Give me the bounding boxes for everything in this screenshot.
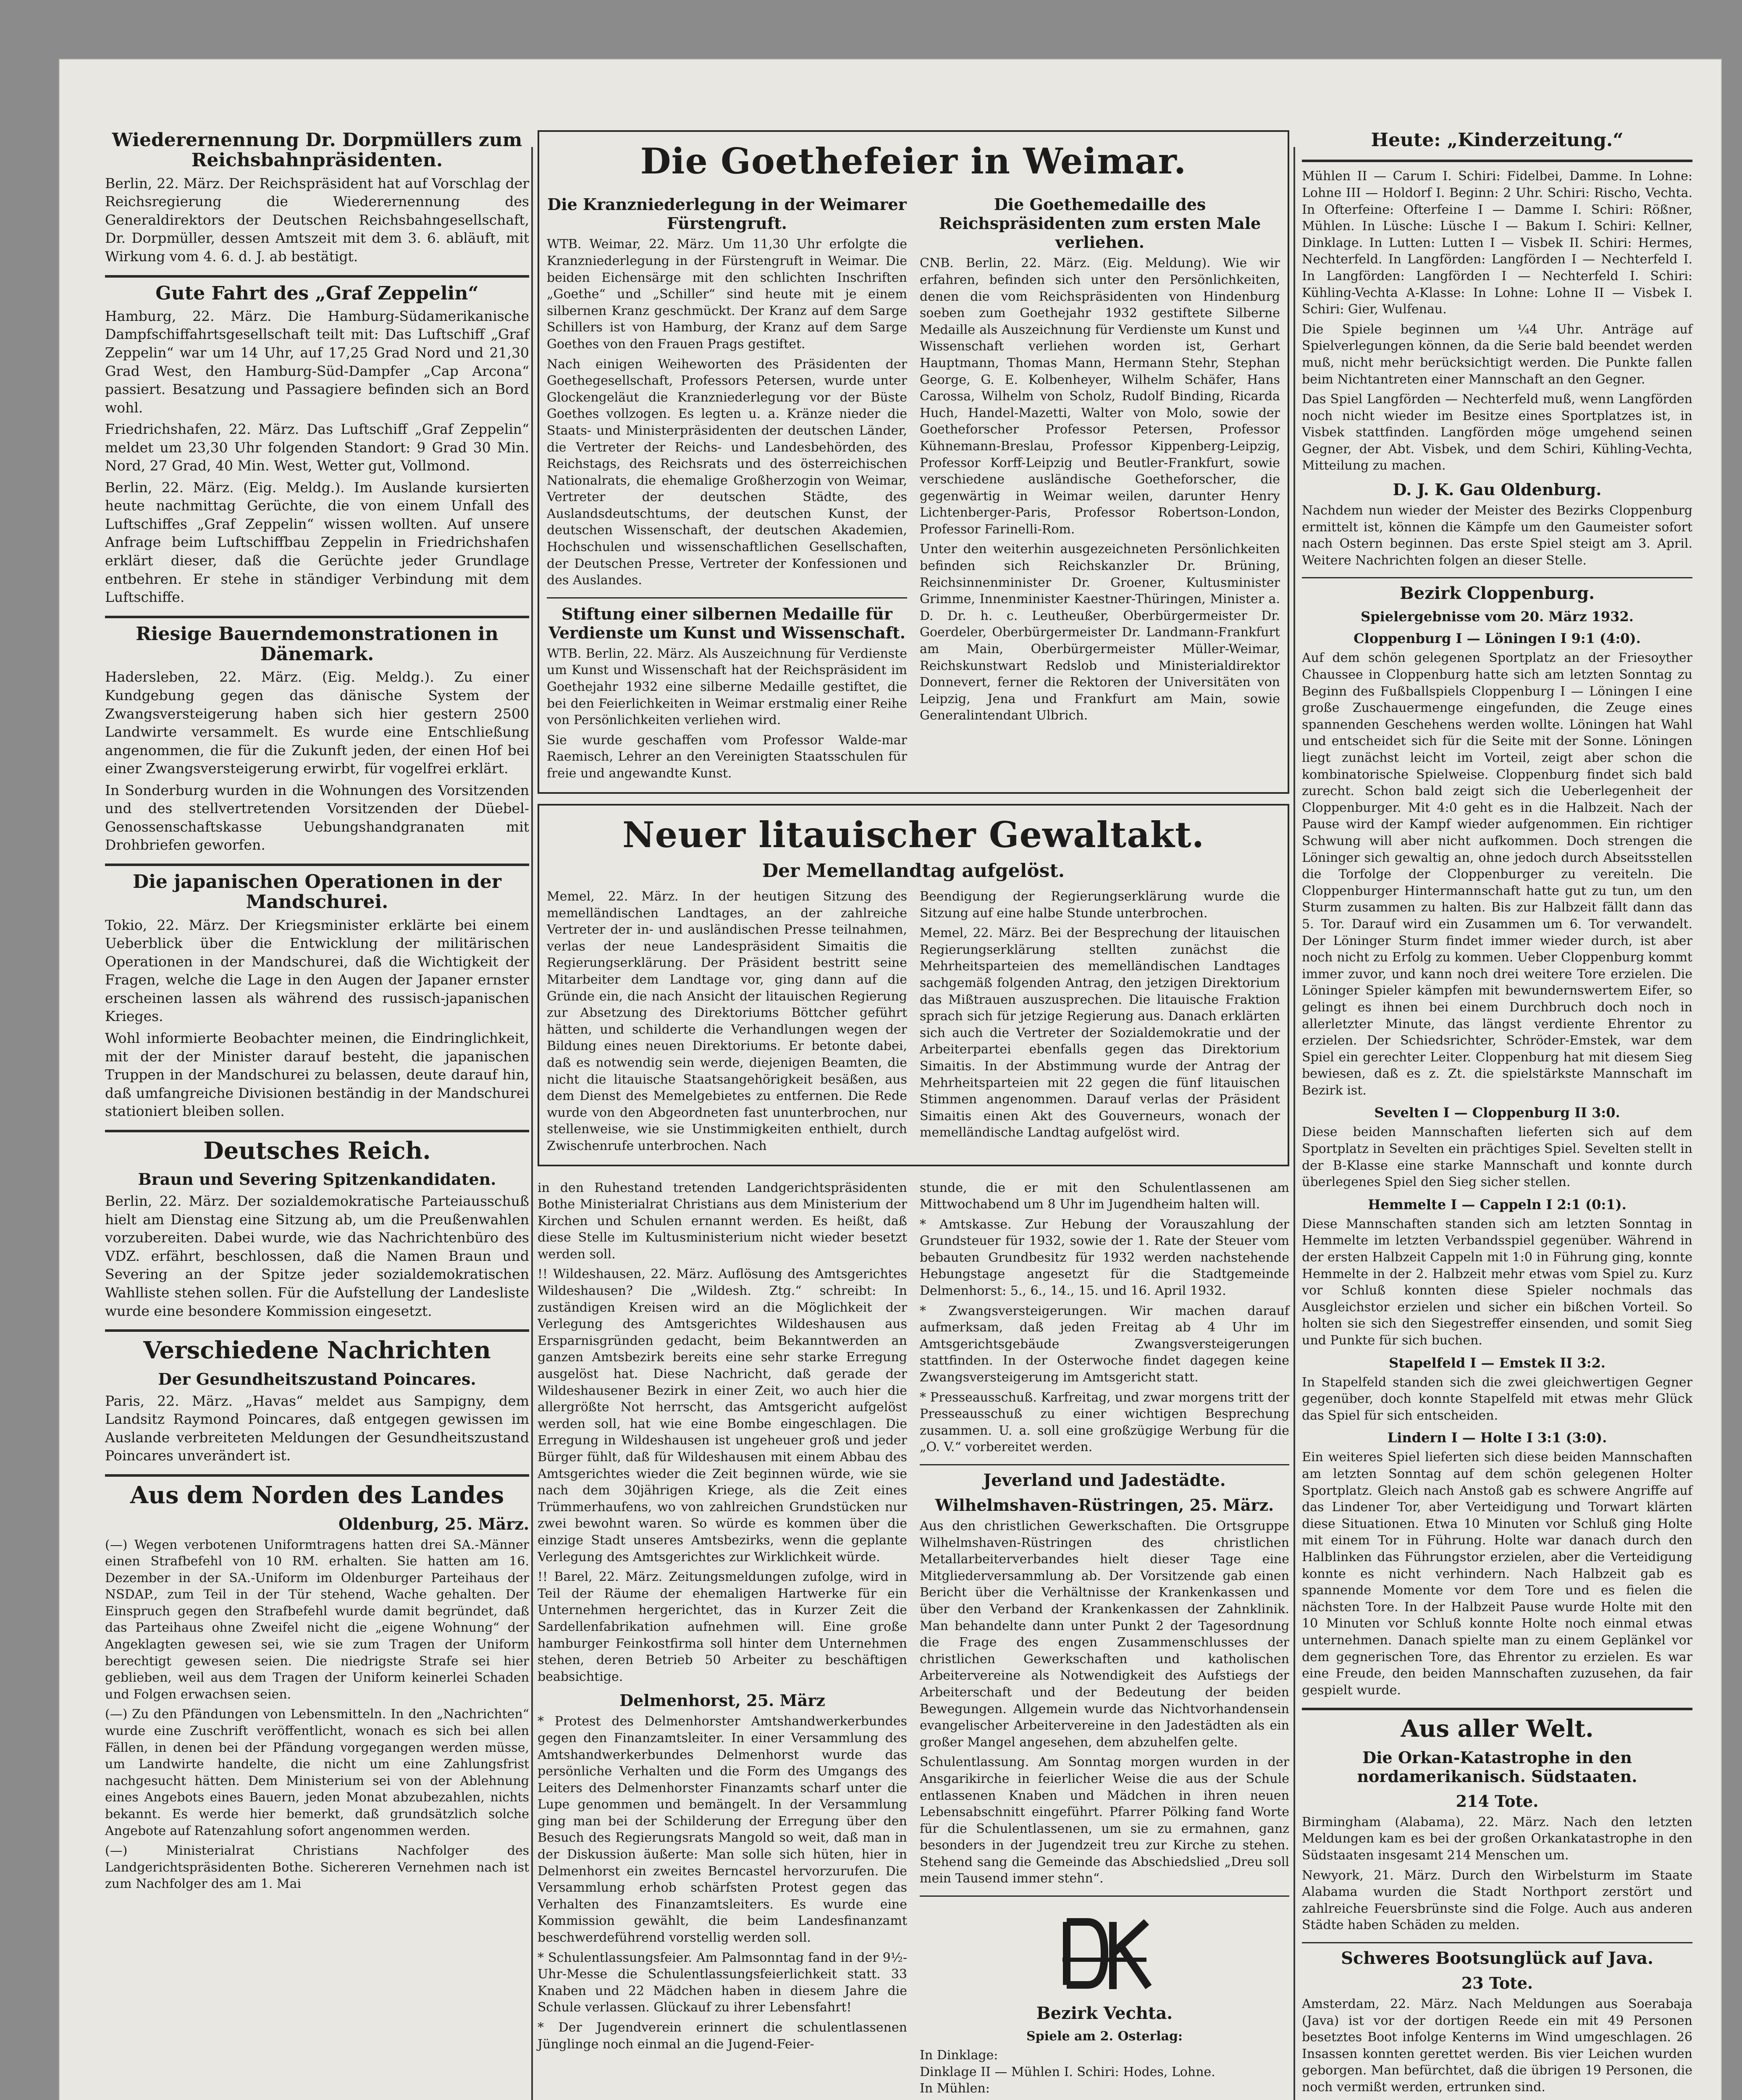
article-text: Das Spiel Langförden — Nechterfeld muß, wenn Langförden noch nicht wieder im Besitze eines Sportplatzes ist, in Visbek stattfinden. Langförden möge umgehend seinen Gegner, der Abt. Visbek, und dem Schiri, Kühling-Vechta, Mitteilung zu machen.: [1302, 392, 1692, 473]
signature: D. J. K. Gau Oldenburg.: [1393, 480, 1602, 499]
subheadline: Stiftung einer silbernen Medaille für Verdienste um Kunst und Wissenschaft.: [548, 604, 906, 642]
article-text: Birmingham (Alabama), 22. März. Nach den letzten Meldungen kam es bei der großen Orkankatastrophe in den Südstaaten insgesamt 214 Menschen um.: [1302, 1814, 1692, 1863]
goethe-columns: [547, 189, 1280, 782]
article-text: (—) Wegen verbotenen Uniformtragens hatten drei SA.-Männer einen Strafbefehl von 10 RM. erhalten. Sie hatten am 16. Dezember in der SA.-Uniform im Oldenburger Parteihaus der NSDAP., zum Teil in der Tür stehend, Wache gehalten. Der Einspruch gegen den Strafbefehl wurde damit begründet, daß das Parteihaus ohne Zweifel nicht die „eigene Wohnung“ der Angeklagten gewesen sei, wie sie zum Tragen der Uniform berechtigt gewesen seien. Die niedrigste Strafe sei hier geblieben, weil aus dem Tragen der Uniform keinerlei Schaden und Folgen erwachsen seien.: [105, 1537, 529, 1702]
article-text: * Presseausschuß. Karfreitag, und zwar morgens tritt der Presseausschuß zu einer wichtigen Besprechung zusammen. U. a. soll eine großzügige Werbung für die „O. V.“ vorbereitet werden.: [920, 1390, 1289, 1455]
djk-line: Dinklage II — Mühlen I. Schiri: Hodes, Lohne.: [920, 2064, 1215, 2079]
djk-line: In Dinklage:: [920, 2048, 998, 2063]
column-divider-right: [1293, 147, 1295, 2100]
subheadline: Der Gesundheitszustand Poincares.: [158, 1369, 476, 1389]
djk-title: Bezirk Vechta.: [1036, 2003, 1173, 2024]
divider: [920, 1464, 1289, 1465]
article-text: Unter den weiterhin ausgezeichneten Persönlichkeiten befinden sich Reichskanzler Dr. Brüning, Reichsinnenminister Dr. Groener, Kultusminister Grimme, Innenminister Kaestner-Thüringen, Minister a. D. Dr. h. c. Leutheußer, Oberbürgermeister Dr. Goerdeler, Oberbürgermeister Dr. Landmann-Frankfurt am Main, Oberbürgermeister Müller-Weimar, Reichskunstwart Redslob und Ministerialdirektor Donnevert, ferner die Rektoren der Universitäten von Leipzig, Jena und Frankfurt am Main, sowie Generalintendant Ulbrich.: [920, 542, 1280, 723]
article-text: Aus den christlichen Gewerkschaften. Die Ortsgruppe Wilhelmshaven-Rüstringen des christlichen Metallarbeiterverbandes hielt dieser Tage eine Mitgliederversammlung ab. Der Vorsitzende gab einen Bericht über die Verhältnisse der Krankenkassen und über den Verband der Krankenkassen der Zahnklinik. Man behandelte dann unter Punkt 2 der Tagesordnung die Frage des engen Zusammenschlusses der christlichen Gewerkschaften und katholischen Arbeitervereine als Notwendigkeit des Aufstiegs der Arbeiterschaft und der Bedeutung der beiden Bewegungen. Allgemein wurde das Nichtvorhandensein evangelischer Arbeitervereine in den Jadestädten als ein großer Mangel angesehen, dem abzuhelfen gelte.: [920, 1519, 1289, 1750]
article-text: Newyork, 21. März. Durch den Wirbelsturm im Staate Alabama wurden die Stadt Northport zerstört und zahlreiche Feuersbrünste sind die Folge. Auch aus anderen Städte haben Schäden zu melden.: [1302, 1868, 1692, 1933]
divider: [920, 1895, 1289, 1897]
article-text: Berlin, 22. März. (Eig. Meldg.). Im Auslande kursierten heute nachmittag Gerüchte, die von einem Unfall des Luftschiffes „Graf Zeppelin“ wissen wollten. Auf unsere Anfrage beim Luftschiffbau Zeppelin in Friedrichshafen erklärt dieser, daß die Gerüchte jeder Grundlage entbehren. Er stehe in ständiger Verbindung mit dem Luftschiffe.: [105, 479, 529, 606]
article-text: Diese beiden Mannschaften lieferten sich auf dem Sportplatz in Sevelten ein prächtiges Spiel. Sevelten stellt in der B-Klasse eine starke Mannschaft und konnte durch überlegenes Spiel den Sieg sicher stellen.: [1302, 1125, 1692, 1190]
divider: [105, 275, 529, 278]
dateline: Delmenhorst, 25. März: [619, 1691, 825, 1710]
article-text: Paris, 22. März. „Havas“ meldet aus Sampigny, dem Landsitz Raymond Poincares, daß entgegen gewissen im Auslande verbreiteten Meldungen der Gesundheitszustand Poincares unverändert ist.: [105, 1392, 529, 1464]
article-text: Hadersleben, 22. März. (Eig. Meldg.). Zu einer Kundgebung gegen das dänische System der Zwangsversteigerung haben sich hier gestern 2500 Landwirte versammelt. Es wurde eine Entschließung angenommen, die für die Zukunft jeden, der einen Hof bei einer Zwangsversteigerung erwirbt, für vogelfrei erklärt.: [105, 669, 529, 777]
article-text: Friedrichshafen, 22. März. Das Luftschiff „Graf Zeppelin“ meldet um 23,30 Uhr folgenden Standort: 9 Grad 30 Min. Nord, 27 Grad, 40 Min. West, Wetter gut, Vollmond.: [105, 421, 529, 474]
local-col-left: [538, 1176, 907, 2097]
article-text: Nachdem nun wieder der Meister des Bezirks Cloppenburg ermittelt ist, können die Kämpfe um den Gaumeister sofort nach Ostern beginnen. Das erste Spiel steigt am 3. April. Weitere Nachrichten folgen an dieser Stelle.: [1302, 503, 1692, 568]
section-headline: Jeverland und Jadestädte.: [983, 1470, 1226, 1490]
djk-logo: [1050, 1914, 1159, 1998]
article-text: Amsterdam, 22. März. Nach Meldungen aus Soerabaja (Java) ist vor der dortigen Reede ein mit 49 Personen besetztes Boot infolge Kenterns im Wind umgeschlagen. 26 Insassen konnten gerettet werden. Bis vier Leichen wurden geborgen. Man befürchtet, daß die übrigen 19 Personen, die noch vermißt werden, ertrunken sind.: [1302, 1997, 1692, 2095]
article-mandschurei: [105, 872, 529, 1121]
match-result: Hemmelte I — Cappeln I 2:1 (0:1).: [1368, 1196, 1627, 1213]
article-text: Memel, 22. März. Bei der Besprechung der litauischen Regierungserklärung stellten zunächst die Mehrheitsparteien des memelländischen Landtages sachgemäß folgenden Antrag, den jetzigen Direktorium das Mißtrauen auszusprechen. Die litauische Fraktion sprach sich für jetzige Regierung aus. Danach erklärten sich auch die Vertreter der Sozialdemokratie und der Arbeiterpartei ebenfalls gegen das Direktorium Simaitis. In der Abstimmung wurde der Antrag der Mehrheitsparteien mit 22 gegen die fünf litauischen Stimmen angenommen. Darauf verlas der Präsident Simaitis einen Akt des Gouverneurs, wonach der memelländische Landtag aufgelöst wird.: [920, 926, 1280, 1140]
article-text: Die Spiele beginnen um ¼4 Uhr. Anträge auf Spielverlegungen können, da die Serie bald beendet werden muß, nicht mehr berücksichtigt werden. Die Punkte fallen beim Nichtantreten einer Mannschaft an den Gegner.: [1302, 322, 1692, 387]
article-text: Tokio, 22. März. Der Kriegsminister erklärte bei einem Ueberblick über die Entwicklung der militärischen Operationen in der Mandschurei, daß die Wichtigkeit der Fragen, welche die Lage in den Augen der Japaner ernster erscheinen lassen als während des russisch-japanischen Krieges.: [105, 916, 529, 1025]
match-result: Lindern I — Holte I 3:1 (3:0).: [1387, 1430, 1607, 1446]
divider: [105, 1130, 529, 1132]
local-news: [538, 1176, 1289, 2097]
match-result: Cloppenburg I — Löningen I 9:1 (4:0).: [1354, 630, 1641, 647]
article-text: Sie wurde geschaffen vom Professor Walde-mar Raemisch, Lehrer an den Vereinigten Staatsschulen für freie und angewandte Kunst.: [547, 732, 907, 781]
article-text: Auf dem schön gelegenen Sportplatz an der Friesoyther Chaussee in Cloppenburg hatte sich am letzten Sonntag zu Beginn des Fußballspiels Cloppenburg I — Löningen I eine große Zuschauermenge eingefunden, die Zeuge eines spannenden Geschehens werden wollte. Löningen hat Wahl und entscheidet sich für die Seite mit der Sonne. Löningen liegt zunächst leicht im Vorteil, zeigt aber schon die kombinatorische Spielweise. Cloppenburg findet sich bald zurecht. Schon bald zeigt sich die Ueberlegenheit der Cloppenburger. Mit 4:0 geht es in die Halbzeit. Nach der Pause wird der Kampf wieder aufgenommen. Ein richtiger Schwung will aber nicht aufkommen. Doch strengen die Löninger sich gewaltig an, ohne jedoch durch Abseitsstellen die Torfolge der Cloppenburger zu vereiteln. Die Cloppenburger Hintermannschaft hatte gut zu tun, um den Sturm zusammen zu halten. Bis zur Halbzeit fällt dann das 5. Tor. Darauf wird ein Zusammen um 6. Tor verwandelt. Der Löninger Sturm findet immer wieder durch, ist aber noch nicht zu Erfolg zu kommen. Ueber Cloppenburg kommt immer zuvor, und kann noch drei weitere Tore erzielen. Die Löninger Spieler kämpfen mit bewundernswertem Eifer, so gelingt es ihnen bei einem Durchbruch doch noch in allerletzter Minute, das längst verdiente Ehrentor zu erzielen. Der Schiedsrichter, Schröder-Emstek, war dem Spiel ein gerechter Leiter. Cloppenburg hat mit diesem Sieg bewiesen, daß es z. Zt. die spielstärkste Mannschaft im Bezirk ist.: [1302, 651, 1692, 1098]
divider: [547, 597, 907, 598]
djk-subtitle: Spiele am 2. Osterlag:: [1026, 2029, 1183, 2044]
article-text: * Protest des Delmenhorster Amtshandwerkerbundes gegen den Finanzamtsleiter. In einer Versammlung des Amtshandwerkerbundes Delmenhorst wurde das persönliche Verhalten und die Form des Umgangs des Leiters des Delmenhorster Finanzamts scharf unter die Lupe genommen und bemängelt. In der Versammlung ging man bei der Schilderung der Erregung über den Besuch des Regierungsrats Mangold so weit, daß man in der Diskussion äußerte: Man solle sich hüten, hier in Delmenhorst ein zweites Berncastel hervorzurufen. Die Versammlung erhob schärfsten Protest gegen das Verhalten des Finanzamtsleiters. Es wurde eine Kommission gewählt, die beim Landesfinanzamt beschwerdeführend vorstellig werden soll.: [538, 1714, 907, 1945]
article-deutsches-reich: [105, 1138, 529, 1320]
section-headline: Aus aller Welt.: [1401, 1715, 1594, 1743]
left-column: [105, 130, 529, 1893]
article-text: CNB. Berlin, 22. März. (Eig. Meldung). Wie wir erfahren, befinden sich unter den Persönlichkeiten, denen die vom Reichspräsidenten von Hindenburg soeben zum Goethejahr 1932 gestiftete Silberne Medaille als Auszeichnung für Verdienste um Kunst und Wissenschaft verliehen worden ist, Gerhart Hauptmann, Thomas Mann, Hermann Stehr, Stephan George, G. E. Kolbenheyer, Wilhelm Schäfer, Hans Carossa, Wilhelm von Scholz, Rudolf Binding, Ricarda Huch, Handel-Mazetti, Walter von Molo, sowie der Goetheforscher Professor Petersen, Professor Kühnemann-Breslau, Professor Kippenberg-Leipzig, Professor Korff-Leipzig und Beutler-Frankfurt, sowie verschiedene ausländische Goetheforscher, die gegenwärtig in Weimar weilen, darunter Henry Lichtenberger-Paris, Professor Robertson-London, Professor Farinelli-Rom.: [920, 256, 1280, 537]
divider: [105, 616, 529, 618]
memel-col-left: [547, 885, 907, 1155]
subheadline: 214 Tote.: [1456, 1791, 1539, 1811]
memel-box: [538, 804, 1289, 1166]
article-text: * Zwangsversteigerungen. Wir machen darauf aufmerksam, daß jeden Freitag ab 4 Uhr im Amtsgerichtsgebäude Zwangsversteigerungen stattfinden. In der Osterwoche findet dagegen keine Zwangsversteigerung im Amtsgericht statt.: [920, 1303, 1289, 1385]
article-text: WTB. Weimar, 22. März. Um 11,30 Uhr erfolgte die Kranzniederlegung in der Fürstengruft in Weimar. Die beiden Eichensärge mit den schlichten Inschriften „Goethe“ und „Schiller“ sind heute mit je einem silbernen Kranz geschmückt. Der Kranz auf dem Sarge Schillers ist von Hamburg, der Kranz auf dem Sarge Goethes von den Frauen Prags gestiftet.: [547, 237, 907, 352]
divider: [1302, 577, 1692, 578]
divider: [105, 864, 529, 866]
memel-col-right: [920, 885, 1280, 1155]
headline: Gute Fahrt des „Graf Zeppelin“: [155, 282, 479, 304]
newspaper-page: [59, 59, 1722, 2100]
article-text: Diese Mannschaften standen sich am letzten Sonntag in Hemmelte im letzten Verbandsspiel gegenüber. Während in der ersten Halbzeit Cappeln mit 1:0 in Führung ging, konnte Hemmelte in der 2. Halbzeit mehr etwas vom Spiel zu. Kurz vor Schluß konnten diese Spieler nochmals das Ausgleichstor erzielen und sicher ein bißchen Vorteil. So holten sie sich den Siegestreffer einsenden, und somit Sieg und Punkte für sich buchen.: [1302, 1216, 1692, 1348]
article-text: In Sonderburg wurden in die Wohnungen des Vorsitzenden und des stellvertretenden Vorsitzenden der Düebel-Genossenschaftskasse Uebungshandgranaten mit Drohbriefen geworfen.: [105, 782, 529, 853]
subheadline: Spielergebnisse vom 20. März 1932.: [1361, 609, 1634, 625]
article-zeppelin: [105, 284, 529, 606]
subheadline: 23 Tote.: [1461, 1974, 1533, 1993]
goethe-col-right: [920, 189, 1280, 782]
headline: Heute: „Kinderzeitung.“: [1371, 129, 1624, 151]
article-dorpmueller: [105, 130, 529, 266]
article-text: (—) Zu den Pfändungen von Lebensmitteln. In den „Nachrichten“ wurde eine Zuschrift veröffentlicht, wonach es sich bei allen Fällen, in denen bei der Pfändung vorgegangen werden müsse, um Landwirte handelte, die nicht um eine Zahlungsfrist nachgesucht hätten. Dem Ministerium sei von der Ablehnung eines Angebots eines Bauern, jeden Monat abzubezahlen, nichts bekannt. Es werde hier bemerkt, daß grundsätzlich solche Angebote auf Ratenzahlung sofort angenommen werden.: [105, 1707, 529, 1838]
subheadline: Der Memellandtag aufgelöst.: [762, 860, 1065, 882]
headline: Wiederernennung Dr. Dorpmüllers zum Reichsbahnpräsidenten.: [112, 129, 522, 171]
local-col-right: [920, 1176, 1289, 2097]
article-text: stunde, die er mit den Schulentlassenen am Mittwochabend um 8 Uhr im Jugendheim halten will.: [920, 1180, 1289, 1212]
section-headline: Aus dem Norden des Landes: [130, 1481, 504, 1509]
fixture-list: Mühlen II — Carum I. Schiri: Fidelbei, Damme. In Lohne: Lohne III — Holdorf I. Beginn: 2 Uhr. Schiri: Rischo, Vechta. In Ofterfeine: Ofterfeine I — Damme I. Schiri: Rößner, Mühlen. In Lüsche: Lüsche I — Bakum I. Schiri: Kellner, Dinklage. In Lutten: Lutten I — Visbek II. Schiri: Hermes, Nechterfeld. In Langförden: Langförden I — Nechterfeld I. In Langförden: Langförden I — Nechterfeld I. Schiri: Kühling-Vechta A-Klasse: In Lohne: Lohne II — Visbek I. Schiri: Gier, Wulfenau.: [1302, 169, 1692, 317]
article-text: (—) Ministerialrat Christians Nachfolger des Landgerichtspräsidenten Bothe. Sichereren Vernehmen nach ist zum Nachfolger des am 1. Mai: [105, 1843, 529, 1892]
headline: Riesige Bauerndemonstrationen in Dänemark.: [136, 623, 498, 665]
article-text: Memel, 22. März. In der heutigen Sitzung des memelländischen Landtages, an der zahlreiche Vertreter der in- und ausländischen Presse teilnahmen, verlas der neue Landespräsident Simaitis die Regierungserklärung. Der Präsident bestritt seine Mitarbeiter dem Landtage vor, ging dann auf die Gründe ein, die nach Ansicht der litauischen Regierung zur Absetzung des Direktoriums Böttcher geführt hätten, und schilderte die Verhandlungen wegen der Bildung eines neuen Direktoriums. Er betonte dabei, daß es notwendig sein werde, diejenigen Beamten, die nicht die litauische Staatsangehörigkeit besäßen, aus dem Dienst des Memelgebietes zu entfernen. Die Rede wurde von den Abgeordneten fast ununterbrochen, nur stellenweise, wie sie Unstimmigkeiten enthielt, durch Zwischenrufe unterbrochen. Nach: [547, 889, 907, 1153]
dateline: Wilhelmshaven-Rüstringen, 25. März.: [935, 1496, 1274, 1515]
article-text: Schulentlassung. Am Sonntag morgen wurden in der Ansgarikirche in feierlicher Weise die aus der Schule entlassenen Knaben und Mädchen in ihren neuen Lebensabschnitt eingeführt. Pfarrer Pölking fand Worte für die Schulentlassenen, um sie zu ermahnen, ganz besonders in der Jugendzeit treu zur Kirche zu stehen. Stehend sang die Gemeinde das Abschiedslied „Dreu soll mein Tausend immer stehn“.: [920, 1755, 1289, 1886]
article-text: !! Wildeshausen, 22. März. Auflösung des Amtsgerichtes Wildeshausen? Die „Wildesh. Ztg.“ schreibt: In zuständigen Kreisen wird an die Möglichkeit der Verlegung des Amtsgerichtes Wildeshausen aus Ersparnisgründen gedacht, beim Bekanntwerden an ganzen Amtsbezirk bereits eine sehr starke Erregung ausgelöst hat. Diese Nachricht, daß gerade der Wildeshausener Bezirk in einer Zeit, wo auch hier die allergrößte Not herrscht, das Amtsgericht aufgelöst werden soll, hat wie eine Bombe eingeschlagen. Die Erregung in Wildeshausen ist ungeheuer groß und jeder Bürger fühlt, daß für Wildeshausen mit einem Abbau des Amtsgerichtes wieder die Zeit beginnen würde, wie sie nach dem 30jährigen Kriege, als die Zeit eines Trümmerhaufens, wo von zahlreichen Grundstücken nur zwei bewohnt waren. So würde es kommen über die einzige Stadt unseres Amtsbezirks, wenn die geplante Verlegung des Amtsgerichtes zur Wirklichkeit würde.: [538, 1267, 907, 1564]
divider: [1302, 160, 1692, 162]
headline: Neuer litauischer Gewaltakt.: [622, 814, 1205, 856]
djk-line: In Mühlen:: [920, 2081, 990, 2096]
subheadline: Die Orkan-Katastrophe in den nordamerikanisch. Südstaaten.: [1357, 1748, 1637, 1786]
memel-columns: [547, 885, 1280, 1155]
article-text: WTB. Berlin, 22. März. Als Auszeichnung für Verdienste um Kunst und Wissenschaft hat der Reichspräsident im Goethejahr 1932 eine silberne Medaille gestiftet, die bei den Feierlichkeiten in Weimar erstmalig einer Reihe von Persönlichkeiten verliehen wird.: [547, 646, 907, 728]
divider: [105, 1329, 529, 1332]
djk-emblem-icon: [1050, 1914, 1159, 1998]
article-text: * Der Jugendverein erinnert die schulentlassenen Jünglinge noch einmal an die Jugend-Feier-: [538, 2020, 907, 2052]
section-headline: Deutsches Reich.: [203, 1137, 431, 1165]
article-text: !! Barel, 22. März. Zeitungsmeldungen zufolge, wird in Teil der Räume der ehemaligen Hartwerke für ein Unternehmen hergerichtet, das in Kurzer Zeit die Sardellenfabrikation aufnehmen will. Eine große hamburger Feinkostfirma soll hinter dem Unternehmen stehen, deren Betrieb 50 Arbeiter zu beschäftigen beabsichtige.: [538, 1570, 907, 1684]
section-headline: Verschiedene Nachrichten: [143, 1336, 491, 1365]
goethe-box: [538, 130, 1289, 794]
article-text: Berlin, 22. März. Der Reichspräsident hat auf Vorschlag der Reichsregierung die Wiederernennung des Generaldirektors der Deutschen Reichsbahngesellschaft, Dr. Dorpmüller, dessen Amtszeit mit dem 3. 6. abläuft, mit Wirkung vom 4. 6. d. J. ab bestätigt.: [105, 175, 529, 265]
match-result: Sevelten I — Cloppenburg II 3:0.: [1374, 1105, 1620, 1121]
column-divider-left: [531, 147, 533, 2100]
article-text: Berlin, 22. März. Der sozialdemokratische Parteiausschuß hielt am Dienstag eine Sitzung ab, um die Preußenwahlen vorzubereiten. Dabei wurde, wie das Nachrichtenbüro des VDZ. erfährt, beschlossen, daß die Namen Braun und Severing an der Spitze jeder sozialdemokratischen Wahlliste stehen sollen. Für die Aufstellung der Landesliste wurde eine besondere Kommission eingesetzt.: [105, 1193, 529, 1319]
center-column: [538, 130, 1289, 2097]
headline: Die japanischen Operationen in der Mandschurei.: [133, 871, 501, 913]
article-text: * Schulentlassungsfeier. Am Palmsonntag fand in der 9½-Uhr-Messe die Schulentlassungsfeierlichkeit statt. 33 Knaben und 22 Mädchen haben in diesem Jahre die Schule verlassen. Glückauf zu ihrer Lebensfahrt!: [538, 1950, 907, 2015]
subheadline: Die Goethemedaille des Reichspräsidenten zum ersten Male verliehen.: [939, 195, 1261, 252]
match-result: Stapelfeld I — Emstek II 3:2.: [1389, 1354, 1606, 1371]
section-headline: Schweres Bootsunglück auf Java.: [1341, 1948, 1653, 1969]
article-text: Nach einigen Weiheworten des Präsidenten der Goethegesellschaft, Professors Petersen, wurde unter Glockengeläut die Kranzniederlegung vor der Büste Goethes vollzogen. Es legten u. a. Kränze nieder die Staats- und Ministerpräsidenten der deutschen Länder, die Vertreter der Reichs- und Landesbehörden, des Reichstags, des Reichsrats und des österreichischen Nationalrats, die ehemalige Großherzogin von Weimar, Vertreter der deutschen Städte, des Auslandsdeutschtums, der deutschen Kunst, der deutschen Wissenschaft, der deutschen Akademien, Hochschulen und wissenschaftlichen Gesellschaften, der Deutschen Presse, Vertreter der Konfessionen und des Auslandes.: [547, 357, 907, 588]
article-text: Ein weiteres Spiel lieferten sich diese beiden Mannschaften am letzten Sonntag auf dem schön gelegenen Holter Sportplatz. Gleich nach Anstoß gab es schwere Angriffe auf das Lindener Tor, aber Verteidigung und Torwart klärten diese Situationen. Etwa 10 Minuten vor Schluß ging Holte mit einem Tor in Führung. Holte war danach durch den Halblinken das Führungstor erzielen, aber die Verteidigung konnte es nicht verhindern. Nach Halbzeit gab es spannende Momente vor dem Tore und es fielen die nächsten Tore. In der Halbzeit Pause wurde Holte mit den 10 Minuten vor Schluß konnte Holte noch einmal etwas unternehmen. Danach spielte man zu einem Geplänkel vor dem gegnerischen Tore, das Ehrentor zu erzielen. Es war eine Freude, den beiden Mannschaften zuzusehen, da fair gespielt wurde.: [1302, 1450, 1692, 1698]
article-text: In Stapelfeld standen sich die zwei gleichwertigen Gegner gegenüber, doch konnte Stapelfeld mit etwas mehr Glück das Spiel für sich entscheiden.: [1302, 1375, 1692, 1423]
goethe-col-left: [547, 189, 907, 782]
article-text: * Amtskasse. Zur Hebung der Vorauszahlung der Grundsteuer für 1932, sowie der 1. Rate der Steuer vom bebauten Grundbesitz für 1932 werden nachstehende Hebungstage angesetzt für die Stadtgemeinde Delmenhorst: 5., 6., 14., 15. und 16. April 1932.: [920, 1217, 1289, 1299]
article-text: in den Ruhestand tretenden Landgerichtspräsidenten Bothe Ministerialrat Christians aus dem Ministerium der Kirchen und Schulen ernannt werden. Es heißt, daß diese Stelle im Kultusministerium nicht wieder besetzt werden soll.: [538, 1180, 907, 1262]
article-text: Hamburg, 22. März. Die Hamburg-Südamerikanische Dampfschiffahrtsgesellschaft teilt mit: Das Luftschiff „Graf Zeppelin“ war um 14 Uhr, auf 17,25 Grad Nord und 21,30 Grad West, den Hamburg-Süd-Dampfer „Cap Arcona“ passiert. Besatzung und Passagiere befinden sich an Bord wohl.: [105, 307, 529, 416]
article-daenemark: [105, 624, 529, 854]
dateline: Oldenburg, 25. März.: [338, 1514, 529, 1533]
article-text: Wohl informierte Beobachter meinen, die Eindringlichkeit, mit der der Minister darauf besteht, die japanischen Truppen in der Mandschurei zu belassen, deute darauf hin, daß umfangreiche Divisionen beständig in der Mandschurei stationiert bleiben sollen.: [105, 1029, 529, 1120]
divider: [105, 1474, 529, 1477]
article-norden: [105, 1483, 529, 1893]
headline: Die Goethefeier in Weimar.: [640, 140, 1187, 182]
section-headline: Bezirk Cloppenburg.: [1399, 583, 1595, 604]
subheadline: Braun und Severing Spitzenkandidaten.: [138, 1170, 496, 1189]
divider: [1302, 1708, 1692, 1710]
right-column: [1302, 130, 1692, 2096]
subheadline: Die Kranzniederlegung in der Weimarer Fürstengruft.: [547, 195, 907, 233]
divider: [1302, 1942, 1692, 1943]
article-text: Beendigung der Regierungserklärung wurde die Sitzung auf eine halbe Stunde unterbrochen.: [920, 889, 1280, 921]
article-verschiedenes: [105, 1338, 529, 1465]
